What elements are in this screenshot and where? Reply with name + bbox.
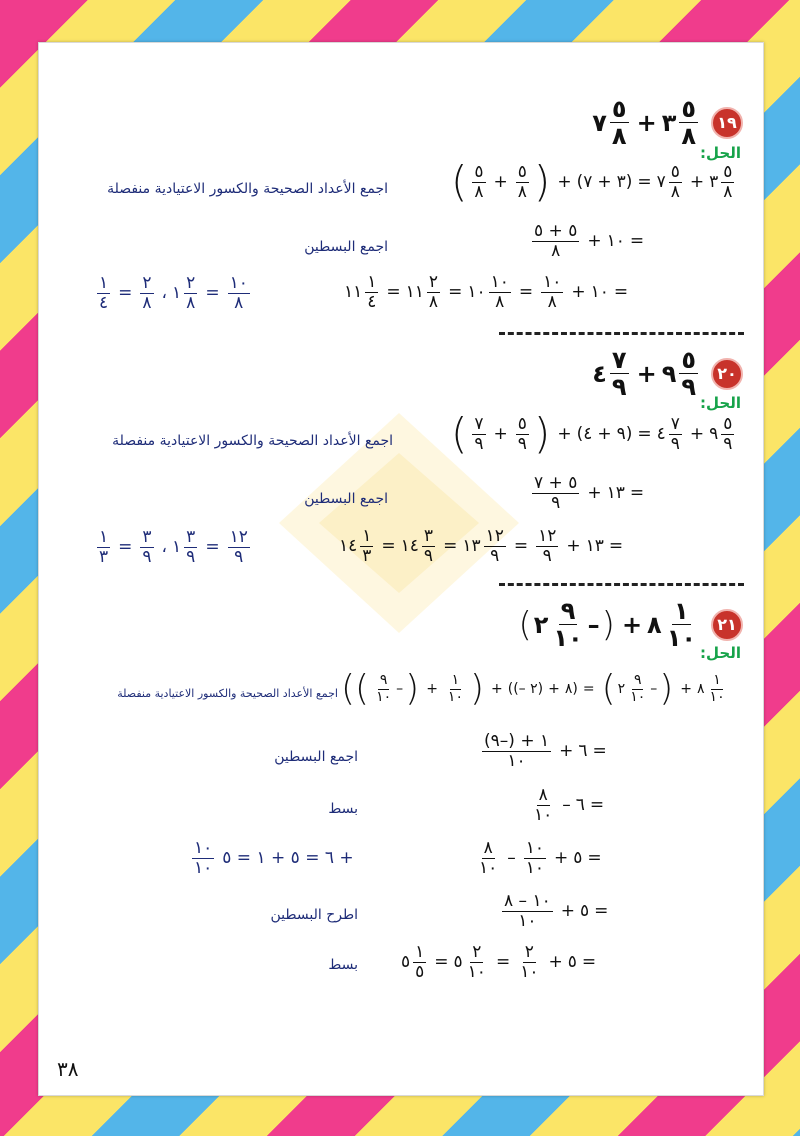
p19-note-add: اجمع البسطين <box>304 239 388 255</box>
problem-21-badge: ٢١ <box>711 609 743 641</box>
solution-label: الحل: <box>700 144 741 162</box>
p19-step2: ٥ + ٥ ٨ + ١٠ = <box>534 221 645 261</box>
problem-20-badge: ٢٠ <box>711 358 743 390</box>
problem-19-header <box>592 96 743 150</box>
p21-note-separate: اجمع الأعداد الصحيحة والكسور الاعتيادية منفصلة <box>117 687 338 700</box>
p21-step5: ١٠ – ٨ ١٠ + ٥ = <box>504 891 609 931</box>
p21-note-add: اجمع البسطين <box>274 749 358 765</box>
p20-step1: ( ٧ ٩ + ٥ ٩ ) + ( ٤ + ٩ ) = ٤ ٧ ٩ + ٩ ٥ ٩ <box>451 409 733 458</box>
p21-step4: ٨ ١٠ – ١٠ ١٠ + ٥ = <box>479 838 602 878</box>
p21-step1: (( ٩ ١٠ – ) + ١ ١٠ ) + ( (– ٢) + ٨ ) = ( ٢ ٩ ١٠ – ) + ٨ ١ ١٠ <box>341 668 725 709</box>
p20-note-separate: اجمع الأعداد الصحيحة والكسور الاعتيادية منفصلة <box>112 433 393 449</box>
problem-20-header <box>592 347 743 401</box>
problem-19-badge: ١٩ <box>711 107 743 139</box>
p21-note-simplify: بسط <box>328 801 358 817</box>
solution-label: الحل: <box>700 394 741 412</box>
p21-side-note: ١٠ ١٠ ٦ = ٥ + ١ = ٥ + <box>194 838 354 878</box>
p21-step6: ٥ ١ ٥ = ٥ ٢ ١٠ = ٢ ١٠ + ٥ = <box>401 942 597 982</box>
p20-side-note: ١ ٣ = ٣ ٩ ، ١ ٣ ٩ = ١٢ ٩ <box>99 527 248 567</box>
p19-note-separate: اجمع الأعداد الصحيحة والكسور الاعتيادية منفصلة <box>107 181 388 197</box>
page <box>38 42 764 1096</box>
problem-20-question: ٤ ٧ ٩ + ٩ ٥ ٩ <box>592 346 696 402</box>
p20-step2: ٥ + ٧ ٩ + ١٣ = <box>534 473 645 513</box>
p20-step3: ١٤ ١ ٣ = ١٤ ٣ ٩ = ١٣ ١٢ ٩ = ١٢ ٩ + ١٣ = <box>339 526 624 566</box>
divider <box>499 583 744 586</box>
p19-side-note: ١ ٤ = ٢ ٨ ، ١ ٢ ٨ = ١٠ ٨ <box>99 273 248 313</box>
divider <box>499 332 744 335</box>
p19-step1: ( ٥ ٨ + ٥ ٨ ) + ( ٧ + ٣ ) = ٧ ٥ ٨ + ٣ ٥ ٨ <box>451 157 733 206</box>
p19-step3: ١١ ١ ٤ = ١١ ٢ ٨ = ١٠ ١٠ ٨ = ١٠ ٨ + ١٠ = <box>344 272 629 312</box>
problem-19-question: ٧ ٥ ٨ + ٣ ٥ ٨ <box>592 95 696 151</box>
p21-step2: ١ + (–٩) ١٠ + ٦ = <box>484 731 607 771</box>
p21-note-subtract: اطرح البسطين <box>270 907 358 923</box>
solution-label: الحل: <box>700 644 741 662</box>
p21-step3: ٨ ١٠ – ٦ = <box>534 785 605 825</box>
problem-21-question: ( ٢ ٩ ١٠ – ) + ٨ ١ ١٠ <box>518 597 696 653</box>
page-number: ٣٨ <box>57 1057 79 1081</box>
p21-note-simplify: بسط <box>328 957 358 973</box>
p20-note-add: اجمع البسطين <box>304 491 388 507</box>
